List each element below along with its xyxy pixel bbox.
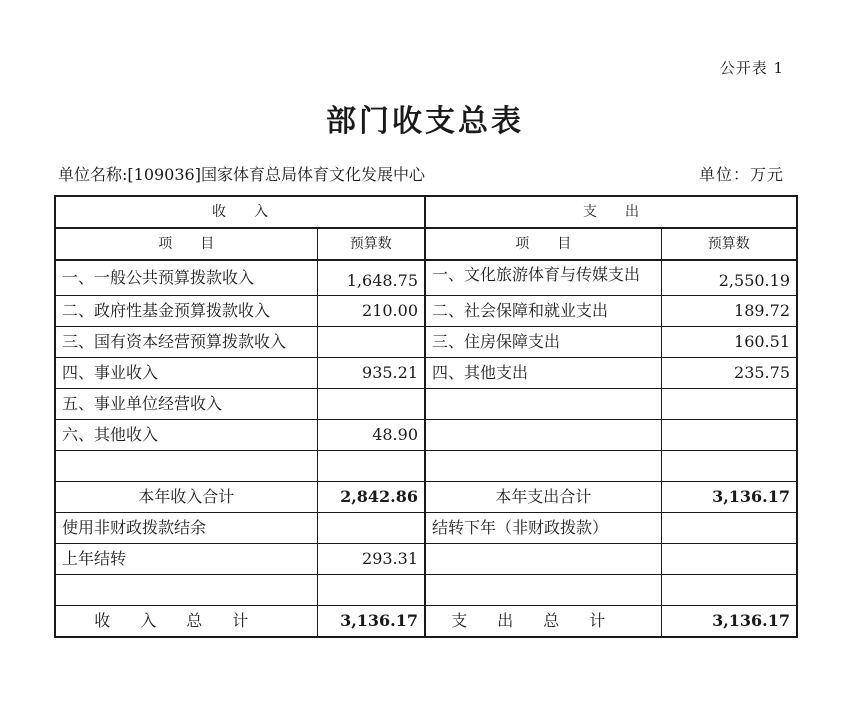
table-row	[55, 358, 797, 389]
income-value	[317, 327, 425, 358]
income-label: 五、事业单位经营收入	[55, 389, 317, 420]
expense-label	[425, 389, 661, 420]
expense-value: 189.72	[661, 296, 797, 327]
income-value: 210.00	[317, 296, 425, 327]
table-row	[55, 575, 797, 606]
income-total-value: 3,136.17	[317, 606, 425, 638]
expense-value	[661, 544, 797, 575]
subtotal-row	[55, 482, 797, 513]
expense-label: 二、社会保障和就业支出	[425, 296, 661, 327]
section-header-row	[55, 196, 797, 228]
income-value	[317, 575, 425, 606]
income-label: 上年结转	[55, 544, 317, 575]
income-label: 三、国有资本经营预算拨款收入	[55, 327, 317, 358]
income-subtotal-label: 本年收入合计	[55, 482, 317, 513]
expense-label: 一、文化旅游体育与传媒支出	[425, 260, 661, 296]
income-label: 一、一般公共预算拨款收入	[55, 260, 317, 296]
income-item-header: 项 目	[55, 228, 317, 260]
expense-label	[425, 575, 661, 606]
table-row	[55, 513, 797, 544]
total-row	[55, 606, 797, 638]
income-value	[317, 451, 425, 482]
income-budget-header: 预算数	[317, 228, 425, 260]
expense-total-label: 支出总计	[425, 606, 661, 638]
income-header: 收 入	[55, 196, 425, 228]
table-row	[55, 296, 797, 327]
income-label: 六、其他收入	[55, 420, 317, 451]
table-row	[55, 420, 797, 451]
table-row	[55, 260, 797, 296]
table-row	[55, 544, 797, 575]
expense-label	[425, 451, 661, 482]
income-value: 48.90	[317, 420, 425, 451]
page-title: 部门收支总表	[326, 104, 524, 139]
income-value	[317, 513, 425, 544]
expense-label	[425, 544, 661, 575]
income-label: 使用非财政拨款结余	[55, 513, 317, 544]
income-label	[55, 451, 317, 482]
table-number: 公开表 1	[719, 59, 784, 77]
income-value: 935.21	[317, 358, 425, 389]
income-value: 1,648.75	[317, 260, 425, 296]
table-row	[55, 389, 797, 420]
expense-item-header: 项 目	[425, 228, 661, 260]
expense-value	[661, 451, 797, 482]
expense-label	[425, 420, 661, 451]
expense-value	[661, 575, 797, 606]
expense-value: 2,550.19	[661, 260, 797, 296]
column-header-row	[55, 228, 797, 260]
expense-value	[661, 513, 797, 544]
expense-label: 三、住房保障支出	[425, 327, 661, 358]
income-label	[55, 575, 317, 606]
income-total-label: 收入总计	[55, 606, 317, 638]
expense-label: 四、其他支出	[425, 358, 661, 389]
expense-budget-header: 预算数	[661, 228, 797, 260]
unit-label: 单位：万元	[698, 165, 784, 184]
expense-value: 160.51	[661, 327, 797, 358]
income-label: 四、事业收入	[55, 358, 317, 389]
unit-name: 单位名称:[109036]国家体育总局体育文化发展中心	[58, 165, 425, 184]
table-row	[55, 327, 797, 358]
table-row	[55, 451, 797, 482]
expense-subtotal-label: 本年支出合计	[425, 482, 661, 513]
expense-label: 结转下年（非财政拨款）	[425, 513, 661, 544]
income-subtotal-value: 2,842.86	[317, 482, 425, 513]
expense-value: 235.75	[661, 358, 797, 389]
income-value: 293.31	[317, 544, 425, 575]
expense-header: 支 出	[425, 196, 797, 228]
income-label: 二、政府性基金预算拨款收入	[55, 296, 317, 327]
budget-table	[54, 195, 798, 638]
expense-value	[661, 420, 797, 451]
expense-total-value: 3,136.17	[661, 606, 797, 638]
expense-value	[661, 389, 797, 420]
expense-subtotal-value: 3,136.17	[661, 482, 797, 513]
income-value	[317, 389, 425, 420]
